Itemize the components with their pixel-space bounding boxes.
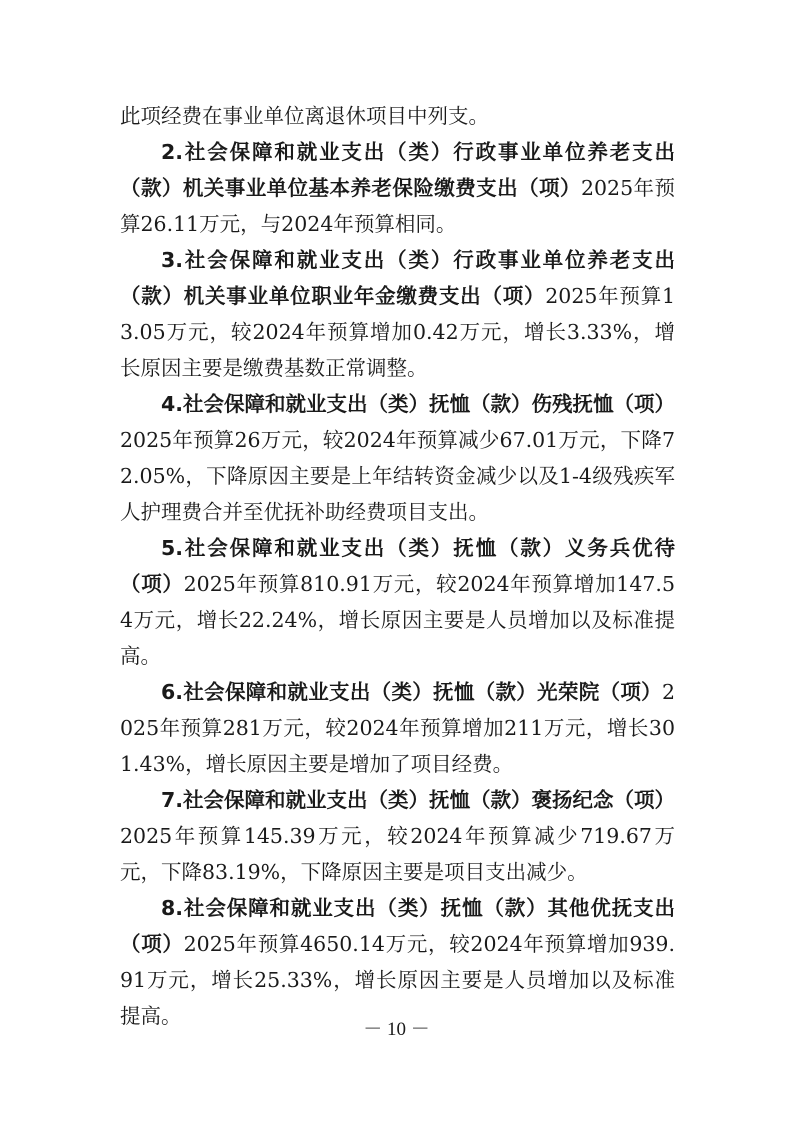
paragraph-heading: 4.社会保障和就业支出（类）抚恤（款）伤残抚恤（项） [161, 392, 676, 416]
paragraph-item-6 [120, 674, 675, 782]
paragraph-item-4 [120, 386, 675, 530]
paragraph-text: 2025年预算4650.14万元，较2024年预算增加939.91万元，增长25.33%，增长原因主要是人员增加以及标准提高。 [120, 932, 675, 1028]
paragraph-text: 2025年预算145.39万元，较2024年预算减少719.67万元，下降83.19%，下降原因主要是项目支出减少。 [120, 824, 675, 884]
paragraph-text: 2025年预算26.11万元，与2024年预算相同。 [120, 176, 676, 236]
paragraph-item-7 [120, 782, 675, 890]
page-number: － 10 － [363, 1019, 430, 1040]
paragraph-heading: 2.社会保障和就业支出（类）行政事业单位养老支出（款）机关事业单位基本养老保险缴费支出（项） [120, 140, 675, 200]
paragraph-heading: 8.社会保障和就业支出（类）抚恤（款）其他优抚支出（项） [120, 896, 675, 956]
paragraph-text: 2025年预算26万元，较2024年预算减少67.01万元，下降72.05%，下降原因主要是上年结转资金减少以及1-4级残疾军人护理费合并至优抚补助经费项目支出。 [120, 428, 675, 524]
paragraph-text: 2025年预算810.91万元，较2024年预算增加147.54万元，增长22.24%，增长原因主要是人员增加以及标准提高。 [120, 572, 675, 668]
paragraph-heading: 6.社会保障和就业支出（类）抚恤（款）光荣院（项） [161, 680, 662, 704]
paragraph-text: 2025年预算13.05万元，较2024年预算增加0.42万元，增长3.33%，增长原因主要是缴费基数正常调整。 [120, 284, 675, 380]
paragraph-item-8 [120, 890, 675, 1034]
paragraph-item-3 [120, 242, 675, 386]
paragraph-text: 2025年预算281万元，较2024年预算增加211万元，增长301.43%，增长原因主要是增加了项目经费。 [120, 680, 675, 776]
document-page [120, 98, 675, 1034]
paragraph-heading: 7.社会保障和就业支出（类）抚恤（款）褒扬纪念（项） [161, 788, 676, 812]
paragraph-heading: 5.社会保障和就业支出（类）抚恤（款）义务兵优待（项） [120, 536, 675, 596]
paragraph-item-2 [120, 134, 675, 242]
paragraph-text: 此项经费在事业单位离退休项目中列支。 [120, 104, 489, 128]
paragraph-heading: 3.社会保障和就业支出（类）行政事业单位养老支出（款）机关事业单位职业年金缴费支出（项） [120, 248, 675, 308]
paragraph-item-5 [120, 530, 675, 674]
paragraph-continuation [120, 98, 675, 134]
